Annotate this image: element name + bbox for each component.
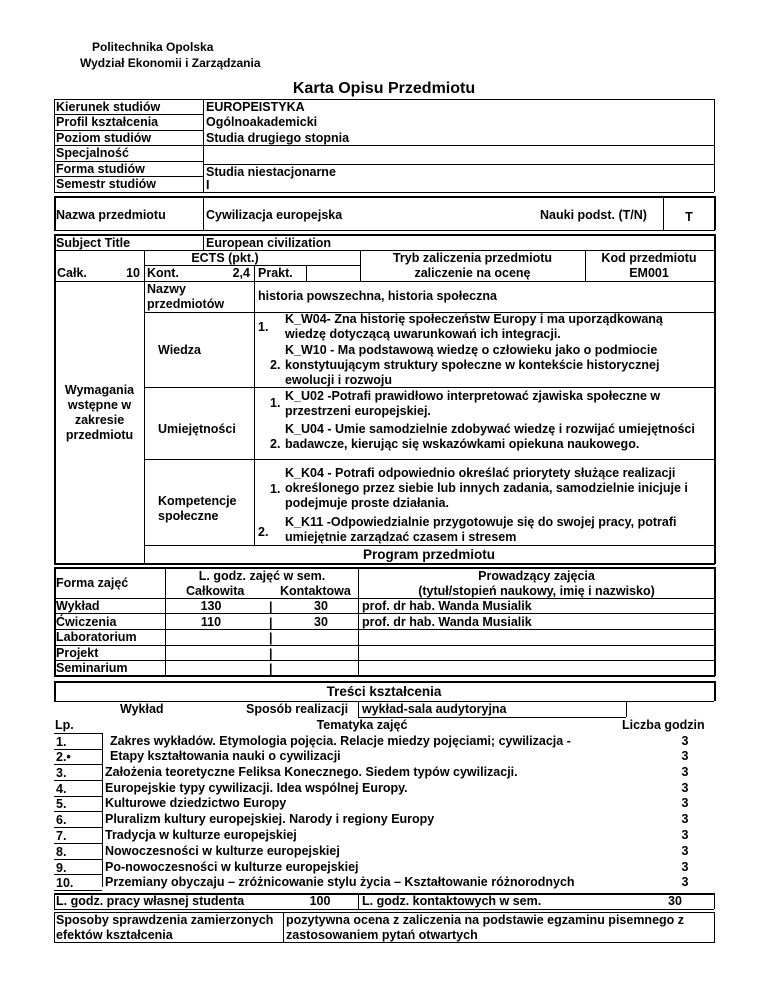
content-lp-9: 9. xyxy=(56,861,67,875)
info-value-kierunek: EUROPEISTYKA xyxy=(206,100,305,114)
assessment-label: Sposoby sprawdzenia zamierzonych efektów kształcenia xyxy=(56,913,274,942)
info-label-poziom: Poziom studiów xyxy=(56,131,152,145)
faculty-name: Wydział Ekonomii i Zarządzania xyxy=(80,56,261,70)
page-title: Karta Opisu Przedmiotu xyxy=(292,80,476,97)
kod-label: Kod przedmiotu xyxy=(601,251,697,265)
content-topic-8: Nowoczesności w kulturze europejskiej xyxy=(105,844,340,858)
wiedza-label: Wiedza xyxy=(158,343,201,357)
program-form-wyklad: Wykład xyxy=(56,599,100,613)
kompetencje-2-text: K_K11 -Odpowiedzialnie przygotowuje się do swojej pracy, potrafi umiejętnie zarządzać czasem i stresem xyxy=(285,515,677,544)
prowadzacy-label-1: Prowadzący zajęcia xyxy=(478,569,595,583)
program-separator: | xyxy=(269,600,273,614)
kompetencje-1-number: 1. xyxy=(270,482,281,496)
content-type-label: Wykład xyxy=(120,702,164,716)
content-topic-2: Etapy kształtowania nauki o cywilizacji xyxy=(110,749,341,763)
subject-title-label: Subject Title xyxy=(56,236,131,250)
info-label-semestr: Semestr studiów xyxy=(56,177,157,191)
info-label-specjalnosc: Specjalność xyxy=(56,146,129,160)
total-ects-value: 10 xyxy=(126,266,140,280)
method-label: Sposób realizacji xyxy=(246,702,349,716)
wiedza-1-number: 1. xyxy=(258,320,269,334)
content-hours-5: 3 xyxy=(681,796,689,810)
content-topic-10: Przemiany obyczaju – zróżnicowanie stylu życia – Kształtowanie różnorodnych xyxy=(105,875,575,889)
content-lp-8: 8. xyxy=(56,845,67,859)
godz-label: L. godz. zajęć w sem. xyxy=(198,569,326,583)
requirements-label: Wymagania wstępne w zakresie przedmiotu xyxy=(64,383,135,442)
program-form-cwiczenia: Ćwiczenia xyxy=(56,615,117,629)
contact-hours-value: 30 xyxy=(668,894,682,908)
program-total-wyklad: 130 xyxy=(200,599,222,613)
content-title: Treści kształcenia xyxy=(326,684,442,699)
own-work-label: L. godz. pracy własnej studenta xyxy=(56,894,245,908)
basic-sciences-label: Nauki podst. (T/N) xyxy=(540,208,647,222)
program-contact-cwiczenia: 30 xyxy=(314,615,328,629)
content-topic-3: Założenia teoretyczne Feliksa Konecznego. Siedem typów cywilizacji. xyxy=(105,765,518,779)
content-hours-1: 3 xyxy=(681,734,689,748)
nazwy-value: historia powszechna, historia społeczna xyxy=(258,289,497,303)
program-separator: | xyxy=(269,631,273,645)
program-separator: | xyxy=(269,662,273,676)
hours-label: Liczba godzin xyxy=(622,718,705,732)
program-form-laboratorium: Laboratorium xyxy=(56,630,137,644)
wiedza-2-text: K_W10 - Ma podstawową wiedzę o człowieku jako o podmiocie konstytuującym struktury społeczne w kontekście historycznej ewolucji i rozwoju xyxy=(285,343,660,387)
content-lp-5: 5. xyxy=(56,797,67,811)
info-value-poziom: Studia drugiego stopnia xyxy=(206,131,350,145)
program-teacher-wyklad: prof. dr hab. Wanda Musialik xyxy=(362,599,532,613)
program-separator: | xyxy=(269,647,273,661)
assessment-value: pozytywna ocena z zaliczenia na podstawie egzaminu pisemnego z zastosowaniem pytań otwartych xyxy=(286,913,685,942)
calkowita-label: Całkowita xyxy=(186,584,245,598)
content-topic-5: Kulturowe dziedzictwo Europy xyxy=(105,796,287,810)
content-hours-6: 3 xyxy=(681,812,689,826)
content-hours-10: 3 xyxy=(681,875,689,889)
content-hours-2: 3 xyxy=(681,749,689,763)
content-lp-6: 6. xyxy=(56,813,67,827)
total-ects-label: Całk. xyxy=(57,266,87,280)
content-topic-1: Zakres wykładów. Etymologia pojęcia. Relacje miedzy pojęciami; cywilizacja - xyxy=(110,734,571,748)
kont-ects-value: 2,4 xyxy=(232,266,250,280)
program-title: Program przedmiotu xyxy=(362,547,495,562)
content-lp-3: 3. xyxy=(56,766,67,780)
umiejetnosci-2-number: 2. xyxy=(270,437,281,451)
content-lp-2: 2.• xyxy=(56,750,71,764)
wiedza-1-text: K_W04- Zna historię społeczeństw Europy i ma uporządkowaną wiedzę dotyczącą uwarunkowań ich integracji. xyxy=(285,312,663,341)
content-lp-10: 10. xyxy=(56,876,74,890)
content-hours-9: 3 xyxy=(681,860,689,874)
wiedza-2-number: 2. xyxy=(270,358,281,372)
kompetencje-2-number: 2. xyxy=(258,525,269,539)
umiejetnosci-1-text: K_U02 -Potrafi prawidłowo interpretować zjawiska społeczne w przestrzeni europejskiej. xyxy=(285,389,661,418)
info-label-kierunek: Kierunek studiów xyxy=(56,100,161,114)
own-work-value: 100 xyxy=(309,894,331,908)
subject-name-label: Nazwa przedmiotu xyxy=(56,208,166,222)
program-teacher-cwiczenia: prof. dr hab. Wanda Musialik xyxy=(362,615,532,629)
kod-value: EM001 xyxy=(629,266,669,280)
prakt-ects-label: Prakt. xyxy=(258,266,293,280)
lp-label: Lp. xyxy=(55,718,74,732)
content-hours-8: 3 xyxy=(681,844,689,858)
subject-name-value: Cywilizacja europejska xyxy=(206,208,343,222)
tryb-label: Tryb zaliczenia przedmiotu xyxy=(392,251,553,265)
subject-title-value: European civilization xyxy=(206,236,332,250)
university-name: Politechnika Opolska xyxy=(92,40,214,54)
content-topic-6: Pluralizm kultury europejskiej. Narody i regiony Europy xyxy=(105,812,435,826)
tryb-value: zaliczenie na ocenę xyxy=(414,266,531,280)
method-value: wykład-sala audytoryjna xyxy=(362,702,507,716)
program-separator: | xyxy=(269,616,273,630)
content-hours-7: 3 xyxy=(681,828,689,842)
content-topic-4: Europejskie typy cywilizacji. Idea wspólnej Europy. xyxy=(105,781,408,795)
content-topic-7: Tradycja w kulturze europejskiej xyxy=(105,828,297,842)
content-lp-4: 4. xyxy=(56,782,67,796)
topic-label: Tematyka zajęć xyxy=(316,718,408,732)
forma-zajec-label: Forma zajęć xyxy=(56,576,129,590)
contact-hours-label: L. godz. kontaktowych w sem. xyxy=(362,894,542,908)
info-value-semestr: I xyxy=(206,178,210,192)
info-value-forma: Studia niestacjonarne xyxy=(206,165,336,179)
kont-ects-label: Kont. xyxy=(147,266,179,280)
program-contact-wyklad: 30 xyxy=(314,599,328,613)
program-form-projekt: Projekt xyxy=(56,646,99,660)
ects-label: ECTS (pkt.) xyxy=(191,251,259,265)
content-hours-4: 3 xyxy=(681,781,689,795)
basic-sciences-value: T xyxy=(685,210,693,224)
umiejetnosci-2-text: K_U04 - Umie samodzielnie zdobywać wiedzę i rozwijać umiejętności badawcze, kierując się wskazówkami opiekuna naukowego. xyxy=(285,422,695,451)
kontaktowa-label: Kontaktowa xyxy=(280,584,351,598)
prowadzacy-label-2: (tytuł/stopień naukowy, imię i nazwisko) xyxy=(418,584,655,598)
kompetencje-label: Kompetencje społeczne xyxy=(158,494,237,523)
info-value-profil: Ogólnoakademicki xyxy=(206,115,318,129)
kompetencje-1-text: K_K04 - Potrafi odpowiednio określać priorytety służące realizacji określonego przez siebie lub innych zadania, samodzielnie inicjuje i podejmuje proste działania. xyxy=(285,466,688,510)
content-lp-1: 1. xyxy=(56,735,67,749)
content-topic-9: Po-nowoczesności w kulturze europejskiej xyxy=(105,860,359,874)
program-total-cwiczenia: 110 xyxy=(200,615,222,629)
umiejetnosci-1-number: 1. xyxy=(270,396,281,410)
content-lp-7: 7. xyxy=(56,829,67,843)
info-label-profil: Profil kształcenia xyxy=(56,115,159,129)
nazwy-label-2: przedmiotów xyxy=(147,297,225,311)
program-form-seminarium: Seminarium xyxy=(56,661,128,675)
content-hours-3: 3 xyxy=(681,765,689,779)
umiejetnosci-label: Umiejętności xyxy=(158,422,236,436)
info-label-forma: Forma studiów xyxy=(56,162,145,176)
nazwy-label-1: Nazwy xyxy=(147,282,186,296)
